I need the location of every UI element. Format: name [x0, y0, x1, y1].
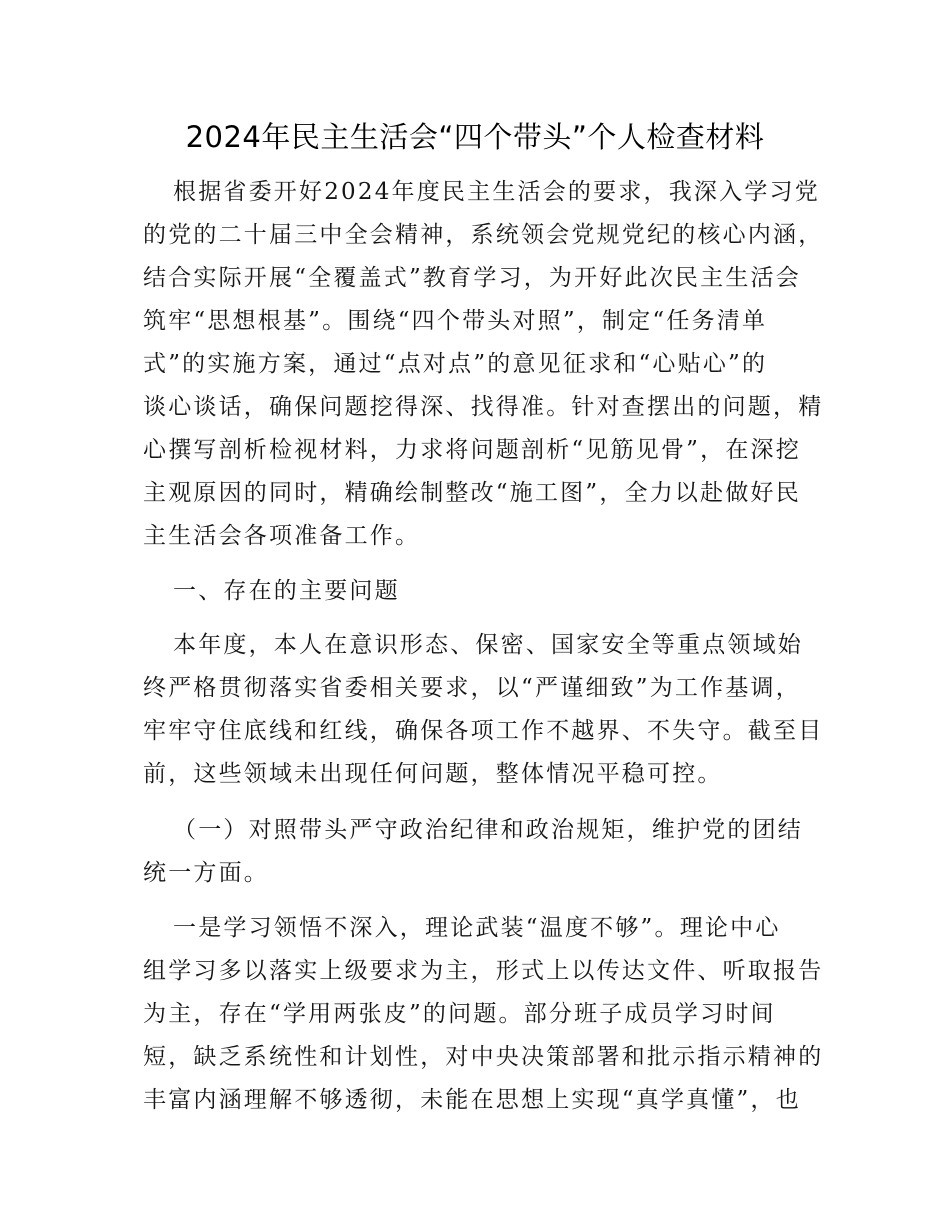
- paragraph-2-line-3: 牢牢守住底线和红线，确保各项工作不越界、不失守。截至目: [143, 718, 824, 744]
- paragraph-1-line-3: 结合实际开展“全覆盖式”教育学习，为开好此次民主生活会: [143, 265, 801, 291]
- paragraph-1-line-8: 主观原因的同时，精确绘制整改“施工图”，全力以赴做好民: [143, 480, 801, 506]
- paragraph-2-line-4: 前，这些领域未出现任何问题，整体情况平稳可控。: [143, 761, 723, 787]
- paragraph-3-line-4: 短，缺乏系统性和计划性，对中央决策部署和批示指示精神的: [143, 1044, 824, 1070]
- section-heading-problems: 一、存在的主要问题: [173, 578, 400, 604]
- paragraph-1-line-6: 谈心谈话，确保问题挖得深、找得准。针对查摆出的问题，精: [143, 394, 824, 420]
- paragraph-1-line-1: 根据省委开好2024年度民主生活会的要求，我深入学习党: [173, 179, 820, 205]
- subheading-1-line-2: 统一方面。: [143, 860, 269, 886]
- document-title: 2024年民主生活会“四个带头”个人检查材料: [185, 120, 765, 154]
- paragraph-1-line-4: 筑牢“思想根基”。围绕“四个带头对照”，制定“任务清单: [143, 308, 768, 334]
- subheading-1-line-1: （一）对照带头严守政治纪律和政治规矩，维护党的团结: [173, 817, 803, 843]
- paragraph-2-line-2: 终严格贯彻落实省委相关要求，以“严谨细致”为工作基调，: [143, 675, 801, 701]
- paragraph-3-line-5: 丰富内涵理解不够透彻，未能在思想上实现“真学真懂”，也: [143, 1087, 801, 1113]
- paragraph-1-line-5: 式”的实施方案，通过“点对点”的意见征求和“心贴心”的: [143, 351, 768, 377]
- paragraph-3-line-2: 组学习多以落实上级要求为主，形式上以传达文件、听取报告: [143, 958, 824, 984]
- paragraph-1-line-7: 心撰写剖析检视材料，力求将问题剖析“见筋见骨”，在深挖: [143, 437, 801, 463]
- paragraph-3-line-1: 一是学习领悟不深入，理论武装“温度不够”。理论中心: [173, 915, 781, 941]
- paragraph-3-line-3: 为主，存在“学用两张皮”的问题。部分班子成员学习时间: [143, 1001, 776, 1027]
- paragraph-1-line-2: 的党的二十届三中全会精神，系统领会党规党纪的核心内涵，: [143, 222, 824, 248]
- paragraph-2-line-1: 本年度，本人在意识形态、保密、国家安全等重点领域始: [173, 632, 803, 658]
- paragraph-1-line-9: 主生活会各项准备工作。: [143, 523, 421, 549]
